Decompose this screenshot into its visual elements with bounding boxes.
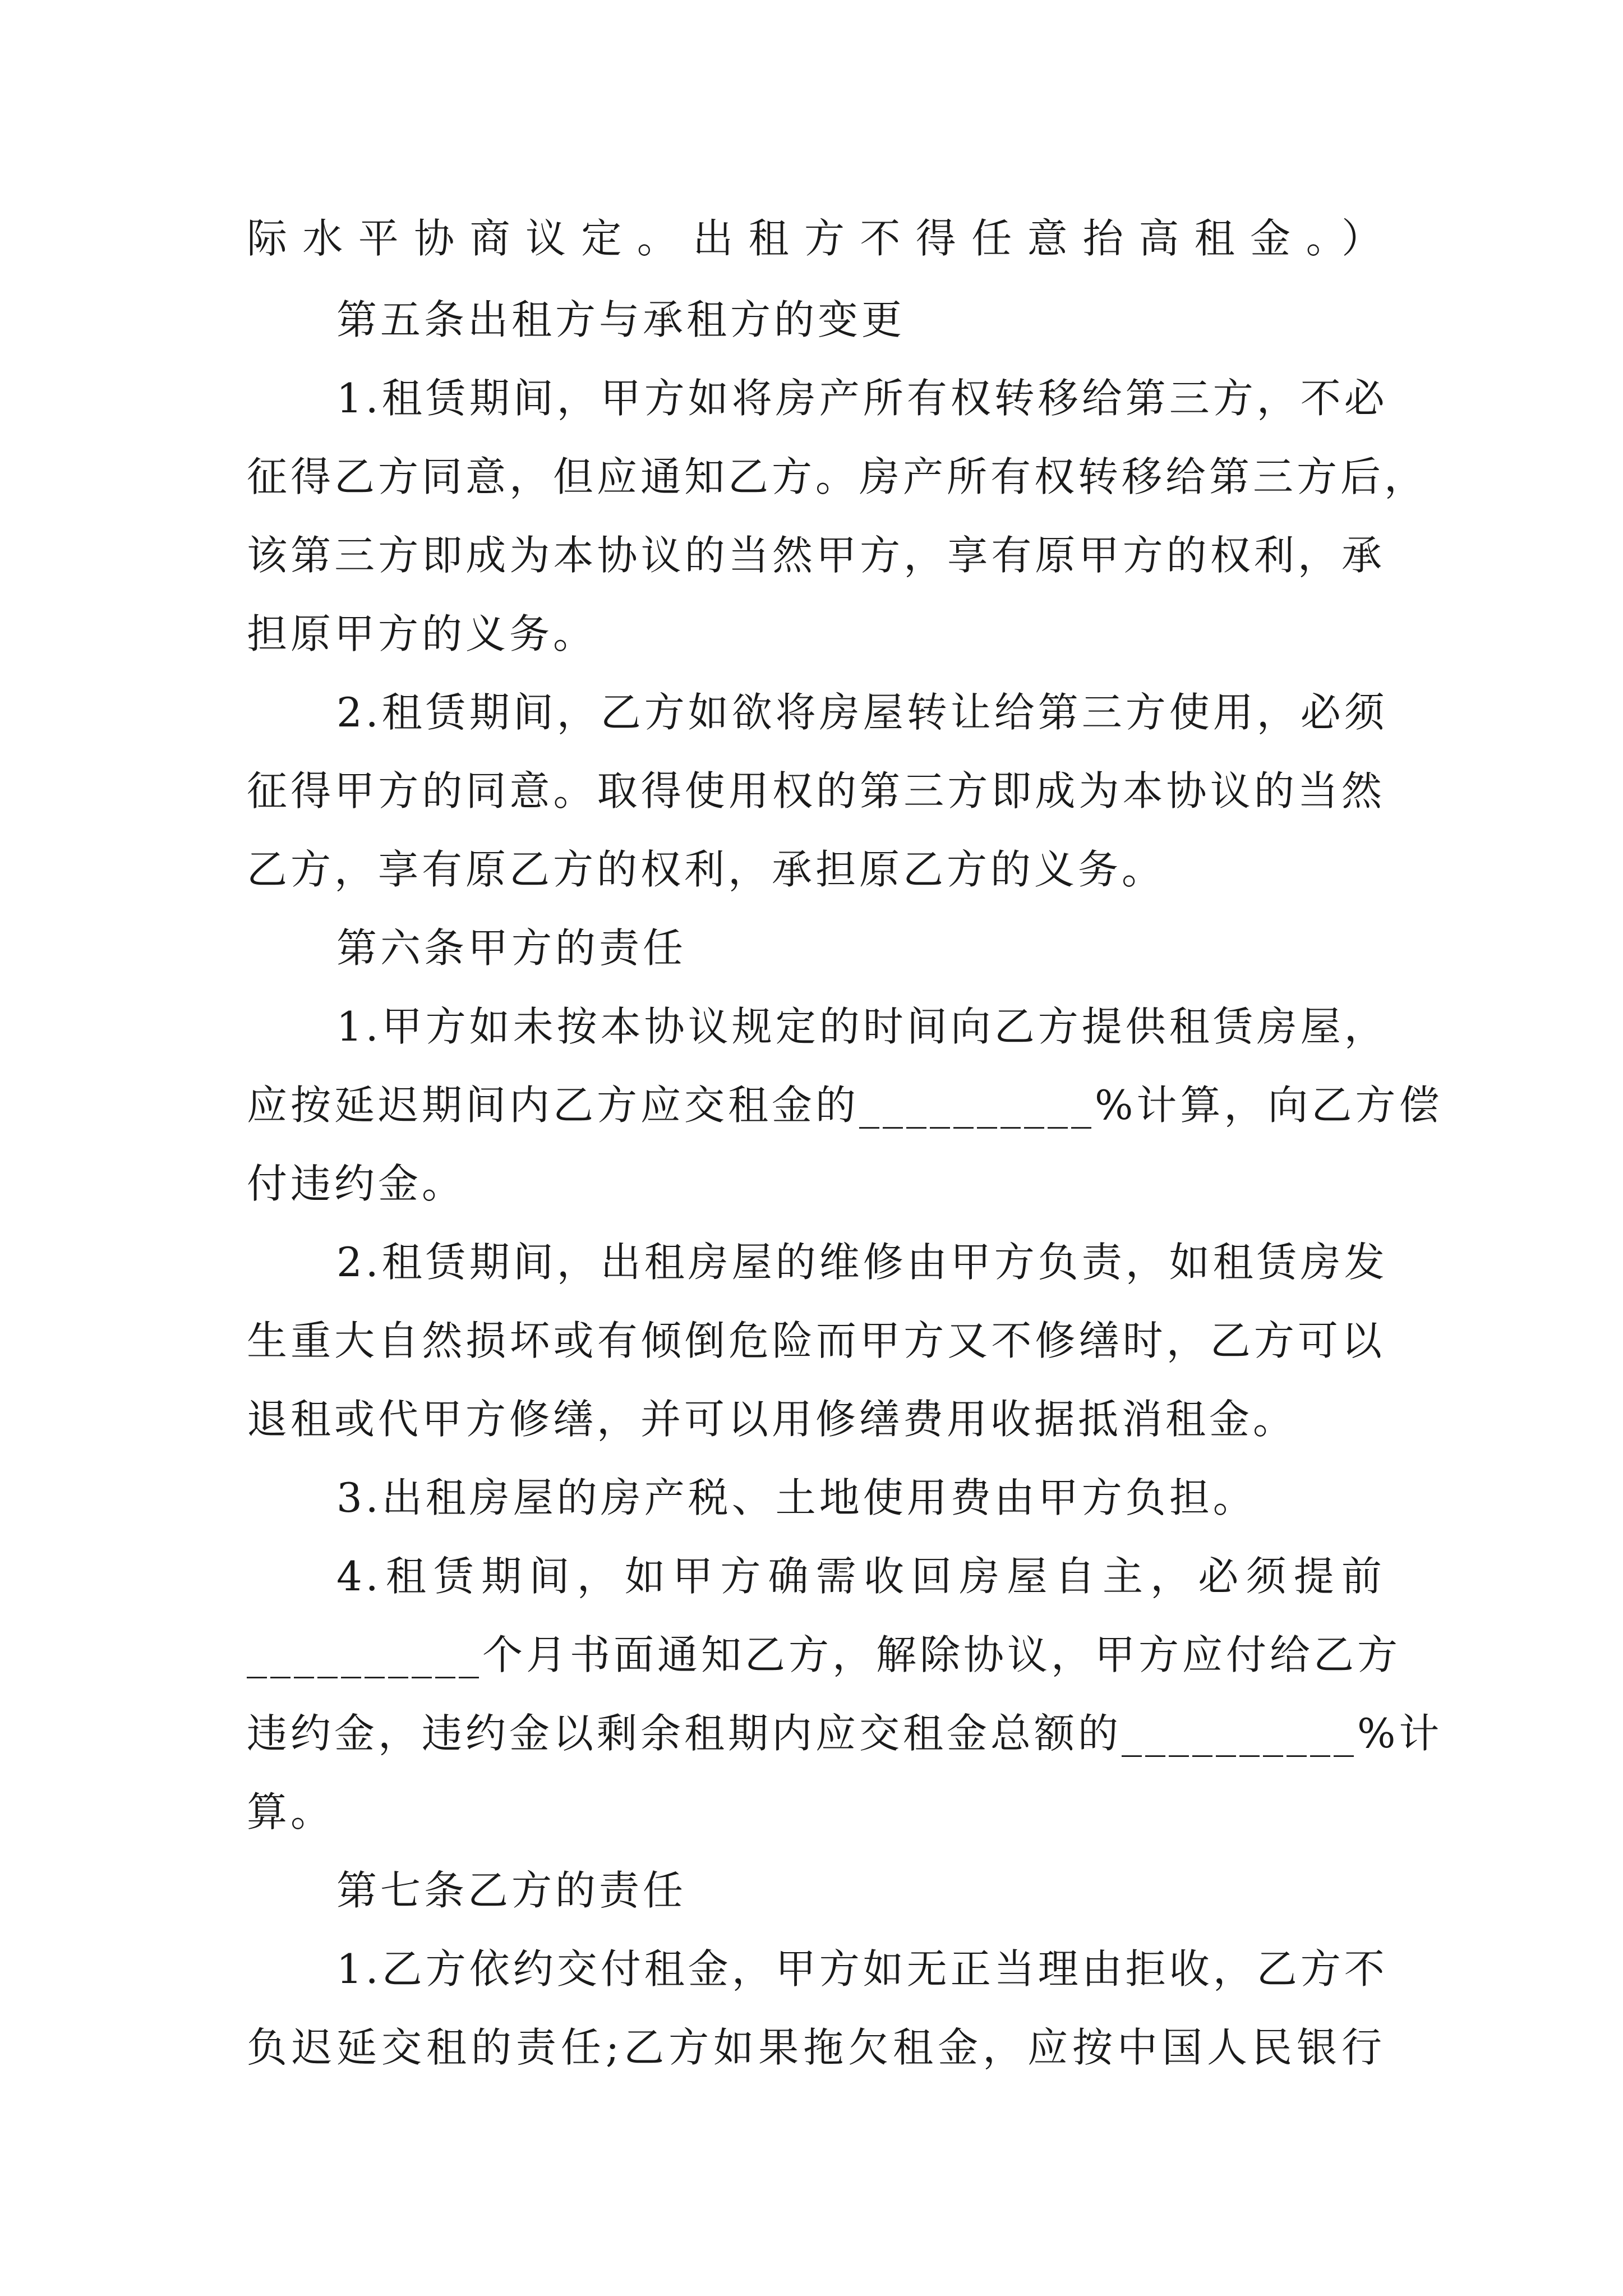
text-line: 1.租赁期间，甲方如将房产所有权转移给第三方，不必 xyxy=(336,375,1388,422)
text-line: 征得乙方同意，但应通知乙方。房产所有权转移给第三方后， xyxy=(247,453,1428,500)
text-line: 际水平协商议定。出租方不得任意抬高租金。） xyxy=(247,215,1385,262)
section-heading: 第六条甲方的责任 xyxy=(336,924,687,972)
text-line: 生重大自然损坏或有倾倒危险而甲方又不修缮时，乙方可以 xyxy=(247,1317,1385,1364)
text-line: 担原甲方的义务。 xyxy=(247,610,597,657)
text-line: 1.乙方依约交付租金，甲方如无正当理由拒收，乙方不 xyxy=(336,1945,1388,1993)
text-line: 算。 xyxy=(247,1788,335,1835)
text-line: 负迟延交租的责任;乙方如果拖欠租金，应按中国人民银行 xyxy=(247,2024,1385,2071)
text-line: 2.租赁期间，出租房屋的维修由甲方负责，如租赁房发 xyxy=(336,1239,1388,1286)
section-heading: 第七条乙方的责任 xyxy=(336,1867,687,1914)
text-line: 4.租赁期间，如甲方确需收回房屋自主，必须提前 xyxy=(336,1553,1385,1600)
text-line: 该第三方即成为本协议的当然甲方，享有原甲方的权利，承 xyxy=(247,532,1385,579)
text-line: 2.租赁期间，乙方如欲将房屋转让给第三方使用，必须 xyxy=(336,689,1388,736)
text-line: 应按延迟期间内乙方应交租金的__________%计算，向乙方偿 xyxy=(247,1082,1443,1129)
section-heading: 第五条出租方与承租方的变更 xyxy=(336,296,906,343)
text-line: 退租或代甲方修缮，并可以用修缮费用收据抵消租金。 xyxy=(247,1396,1297,1443)
text-line: 乙方，享有原乙方的权利，承担原乙方的义务。 xyxy=(247,846,1166,893)
text-line: 1.甲方如未按本协议规定的时间向乙方提供租赁房屋， xyxy=(336,1003,1388,1050)
text-line: 征得甲方的同意。取得使用权的第三方即成为本协议的当然 xyxy=(247,767,1385,815)
text-line: 付违约金。 xyxy=(247,1160,466,1207)
text-line: 3.出租房屋的房产税、土地使用费由甲方负担。 xyxy=(336,1474,1257,1521)
text-line: 违约金，违约金以剩余租期内应交租金总额的__________%计 xyxy=(247,1710,1443,1757)
text-line: __________个月书面通知乙方，解除协议，甲方应付给乙方 xyxy=(247,1631,1401,1678)
